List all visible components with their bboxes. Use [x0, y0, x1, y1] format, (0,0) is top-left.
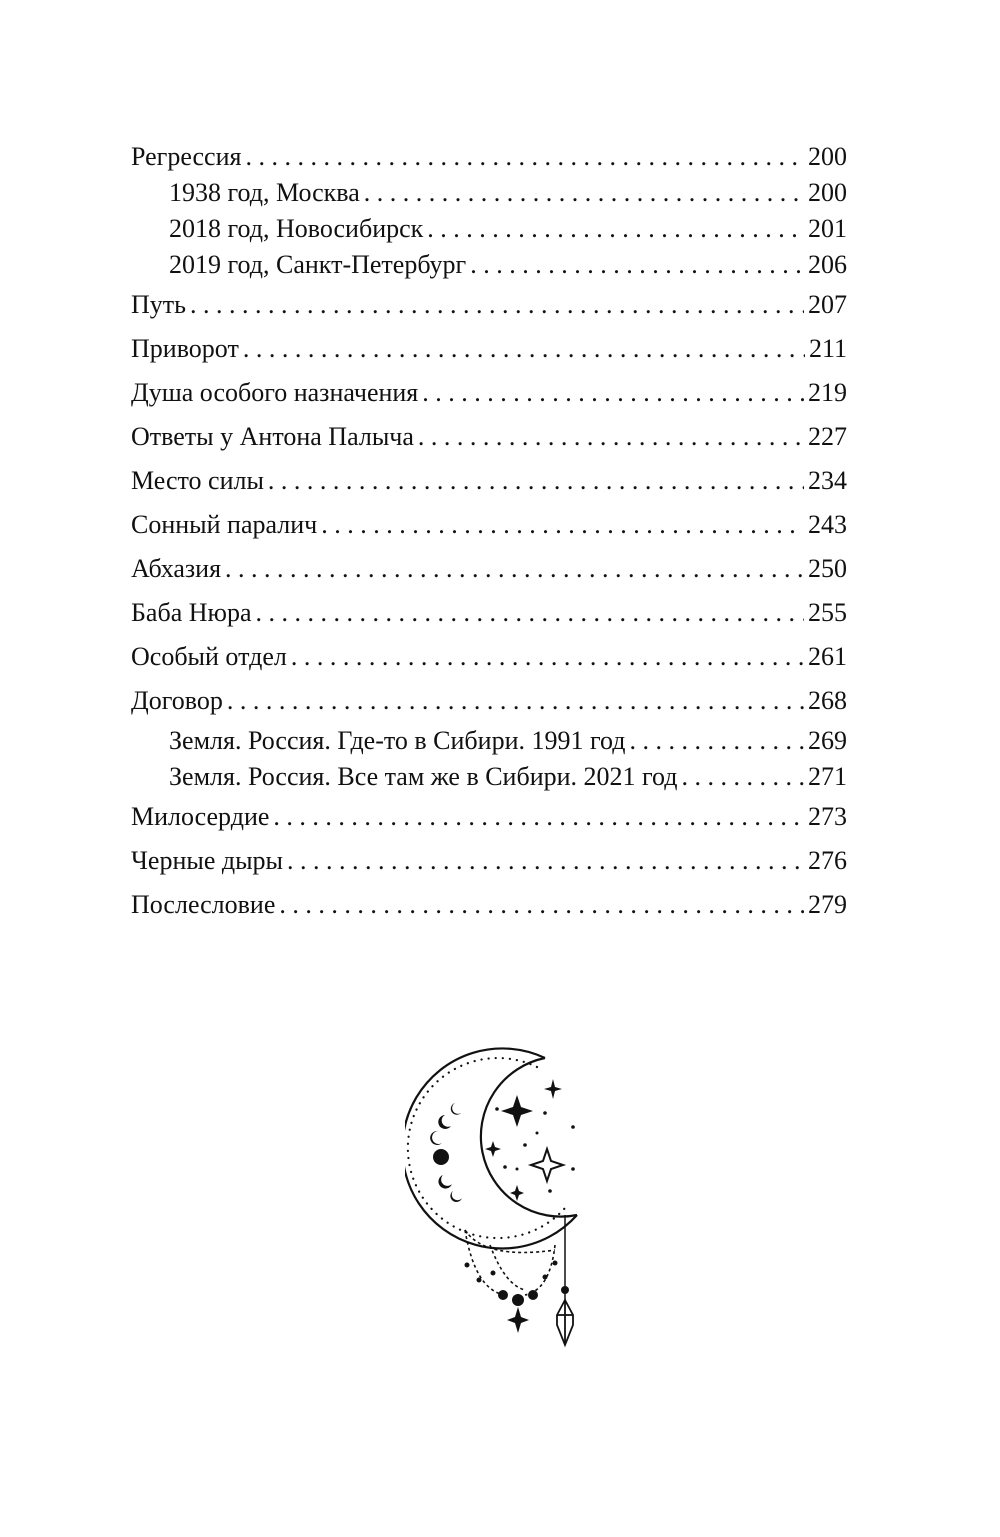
toc-entry-title: 1938 год, Москва	[169, 178, 360, 207]
toc-entry-page: 271	[808, 762, 847, 791]
toc-entry-page: 255	[808, 598, 847, 627]
dot-leader	[190, 283, 804, 327]
toc-entry-title: 2018 год, Новосибирск	[169, 214, 424, 243]
toc-entry-title: Договор	[131, 686, 223, 715]
toc-entry-title: Место силы	[131, 466, 264, 495]
toc-entry-page: 273	[808, 802, 847, 831]
toc-entry-page: 234	[808, 466, 847, 495]
toc-entry-page: 211	[808, 334, 847, 363]
toc-entry-title: Регрессия	[131, 142, 242, 171]
toc-entry-title: Путь	[131, 290, 186, 319]
toc-entry[interactable]	[131, 547, 847, 591]
toc-entry-page: 200	[808, 178, 847, 207]
toc-entry[interactable]	[131, 591, 847, 635]
toc-entry[interactable]	[131, 139, 847, 175]
toc-entry-title: Земля. Россия. Где-то в Сибири. 1991 год	[169, 726, 626, 755]
crescent-moon-stars-icon	[405, 1045, 605, 1355]
toc-subentry[interactable]	[131, 759, 847, 795]
toc-entry[interactable]	[131, 327, 847, 371]
dot-leader	[243, 327, 805, 371]
table-of-contents	[131, 139, 847, 927]
dot-leader	[227, 679, 804, 723]
toc-entry-title: Душа особого назначения	[131, 378, 419, 407]
toc-entry[interactable]	[131, 883, 847, 927]
toc-entry[interactable]	[131, 415, 847, 459]
dot-leader	[268, 459, 804, 503]
toc-entry-page: 276	[808, 846, 847, 875]
toc-entry[interactable]	[131, 371, 847, 415]
toc-entry-title: Земля. Россия. Все там же в Сибири. 2021 год	[169, 762, 678, 791]
toc-entry[interactable]	[131, 283, 847, 327]
dot-leader	[279, 883, 804, 927]
toc-entry-page: 219	[808, 378, 847, 407]
toc-entry-title: Послесловие	[131, 890, 276, 919]
toc-entry-page: 207	[808, 290, 847, 319]
toc-entry-title: 2019 год, Санкт-Петербург	[169, 250, 467, 279]
toc-entry-page: 201	[808, 214, 847, 243]
dot-leader	[287, 839, 804, 883]
toc-entry-page: 227	[808, 422, 847, 451]
dot-leader	[225, 547, 804, 591]
dot-leader	[364, 175, 804, 211]
dot-leader	[629, 723, 804, 759]
toc-entry[interactable]	[131, 459, 847, 503]
toc-entry-page: 200	[808, 142, 847, 171]
dot-leader	[418, 415, 804, 459]
toc-entry-page: 279	[808, 890, 847, 919]
toc-entry-title: Сонный паралич	[131, 510, 318, 539]
toc-entry[interactable]	[131, 839, 847, 883]
dot-leader	[682, 759, 804, 795]
dot-leader	[245, 139, 804, 175]
toc-entry-title: Милосердие	[131, 802, 270, 831]
toc-entry[interactable]	[131, 503, 847, 547]
dot-leader	[422, 371, 804, 415]
toc-entry-page: 261	[808, 642, 847, 671]
toc-entry-title: Особый отдел	[131, 642, 287, 671]
toc-subentry[interactable]	[131, 211, 847, 247]
toc-subentry[interactable]	[131, 175, 847, 211]
toc-entry-title: Черные дыры	[131, 846, 284, 875]
dot-leader	[255, 591, 804, 635]
dot-leader	[291, 635, 804, 679]
dot-leader	[470, 247, 804, 283]
dot-leader	[321, 503, 804, 547]
toc-entry[interactable]	[131, 635, 847, 679]
toc-entry-page: 206	[808, 250, 847, 279]
toc-entry-title: Баба Нюра	[131, 598, 252, 627]
toc-entry-page: 268	[808, 686, 847, 715]
toc-subentry[interactable]	[131, 723, 847, 759]
toc-subentry[interactable]	[131, 247, 847, 283]
toc-entry-title: Абхазия	[131, 554, 222, 583]
toc-entry-title: Ответы у Антона Палыча	[131, 422, 414, 451]
toc-entry[interactable]	[131, 679, 847, 723]
toc-entry-title: Приворот	[131, 334, 239, 363]
dot-leader	[427, 211, 804, 247]
dot-leader	[273, 795, 804, 839]
toc-entry[interactable]	[131, 795, 847, 839]
toc-entry-page: 243	[808, 510, 847, 539]
toc-entry-page: 250	[808, 554, 847, 583]
toc-entry-page: 269	[808, 726, 847, 755]
